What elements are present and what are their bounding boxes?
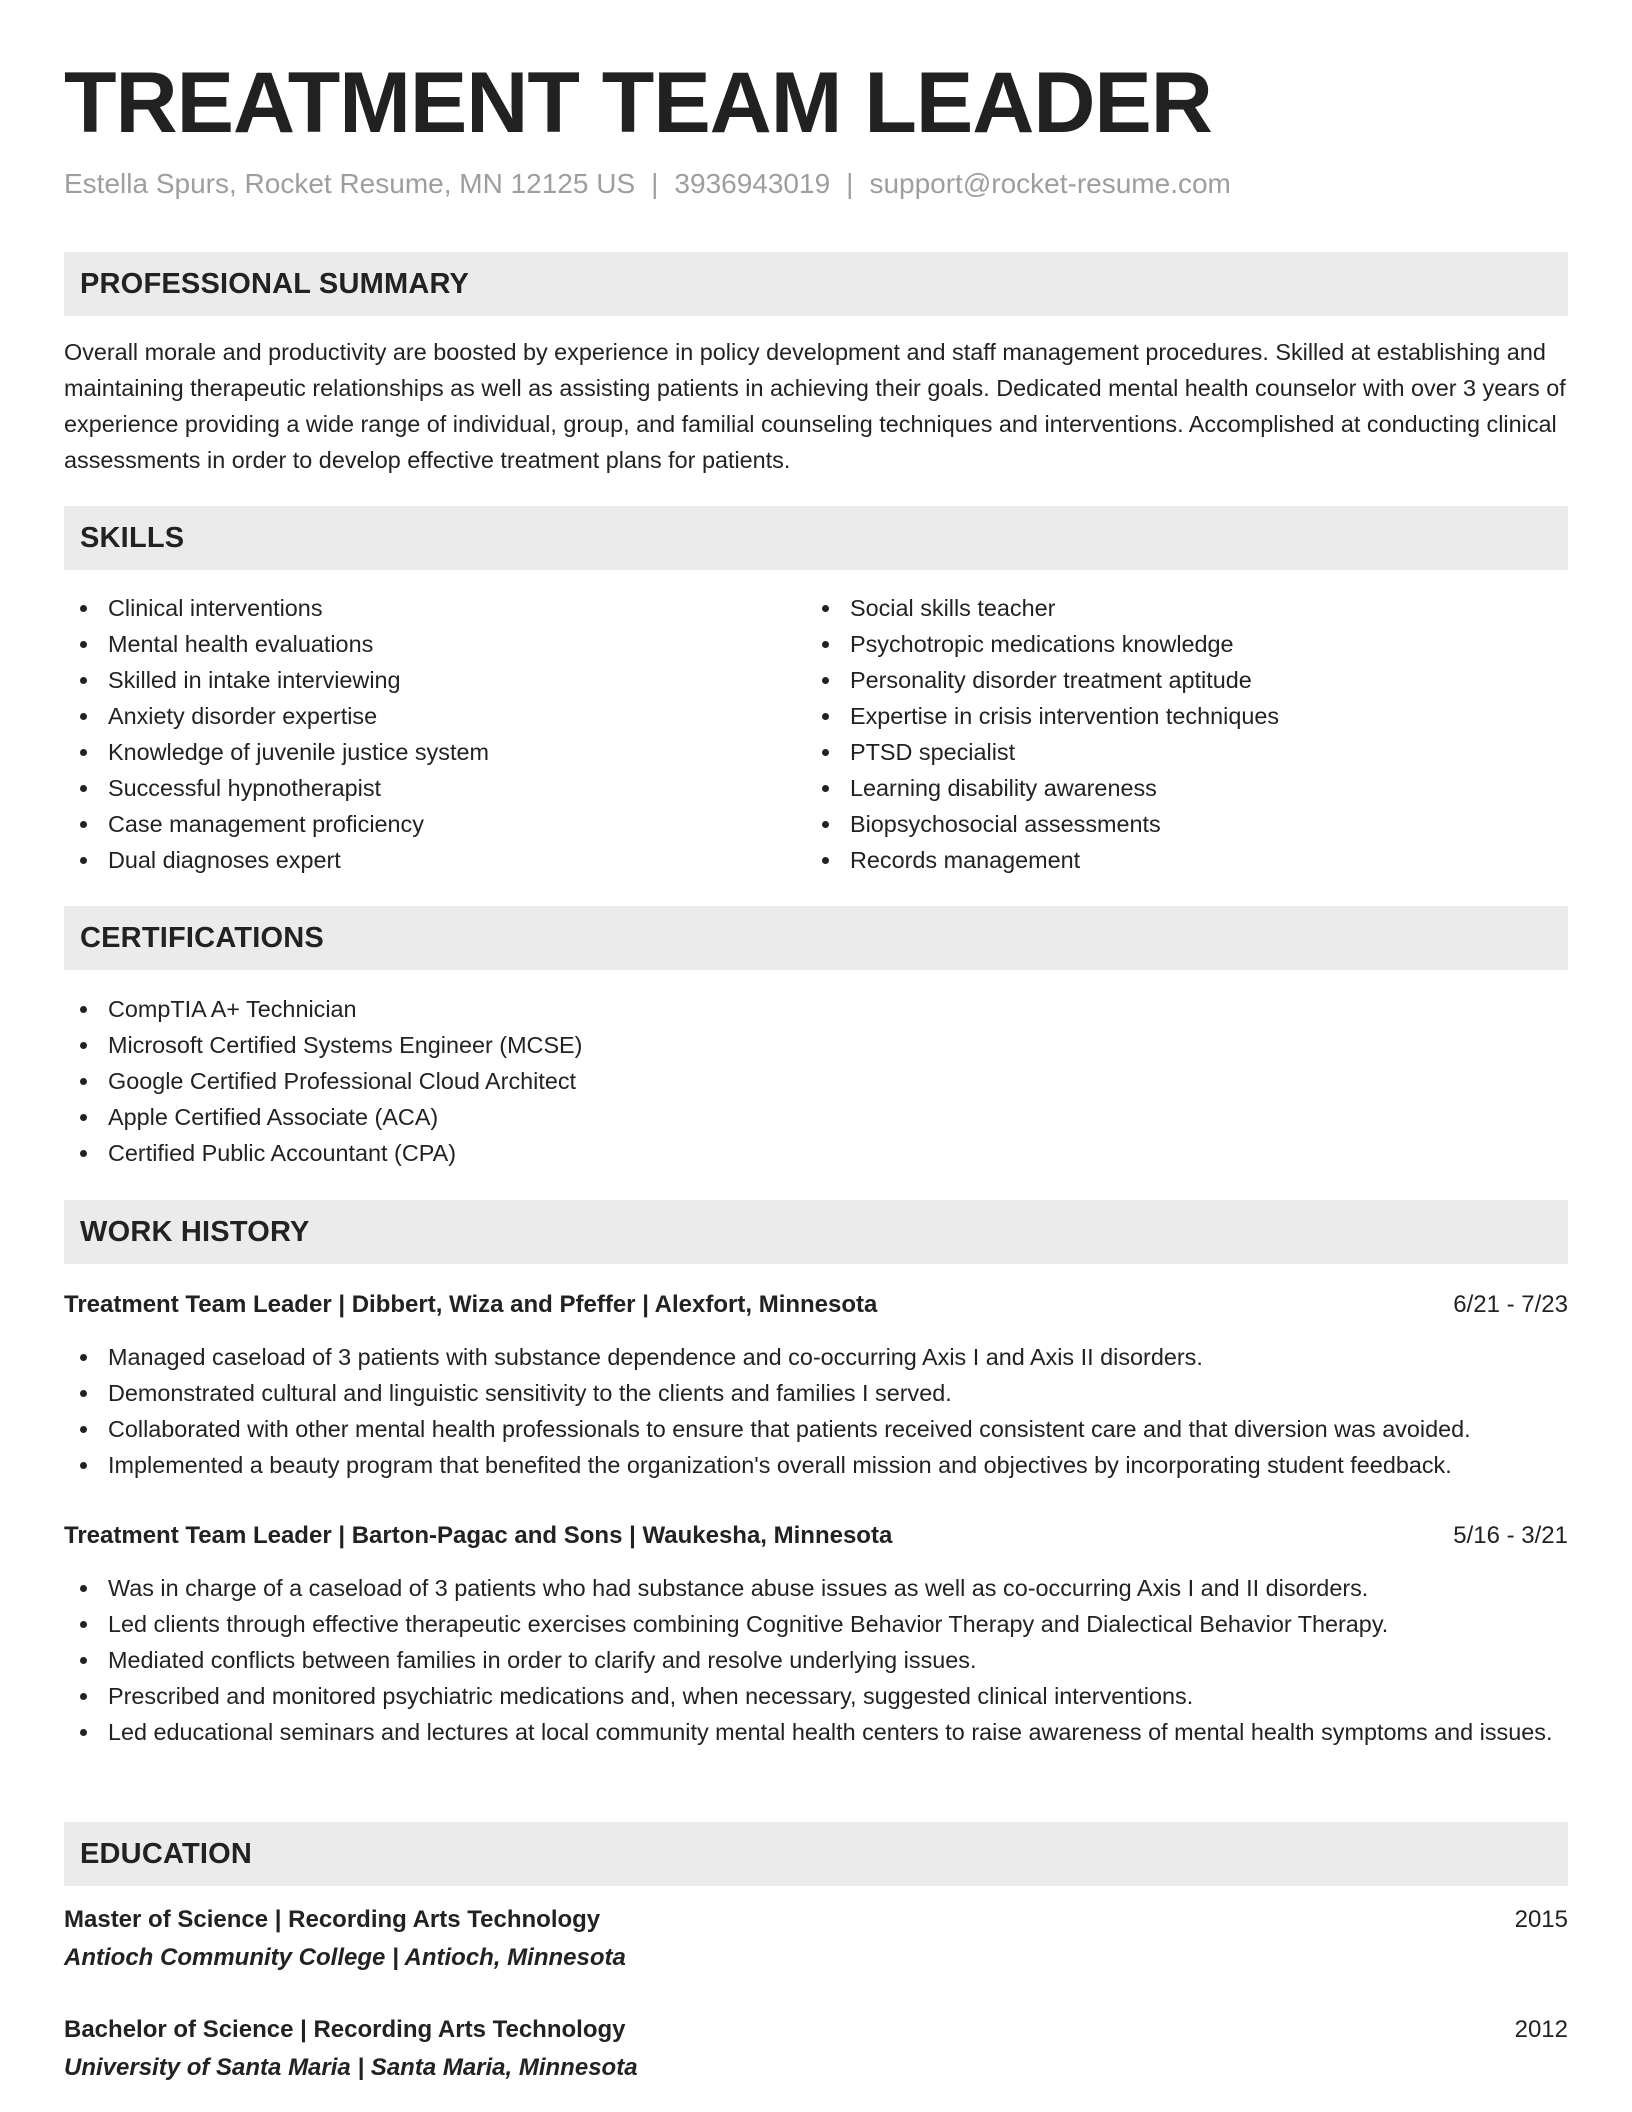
education-heading-bar xyxy=(64,1822,1568,1886)
contact-line xyxy=(64,166,1231,202)
summary-text: Overall morale and productivity are boosted by experience in policy development and staff management procedures. Skilled at establishing and maintaining therapeutic relationships as well as assisting patients in achieving their goals. Dedicated mental health counselor with over 3 years of experience providing a wide range of individual, group, and familial counseling techniques and interventions. Accomplished at conducting clinical assessments in order to develop effective treatment plans for patients. xyxy=(64,339,1566,473)
education-school: Antioch Community College | Antioch, Minnesota xyxy=(64,1944,626,1971)
contact-email[interactable]: support@rocket-resume.com xyxy=(869,168,1231,199)
job-bullet: Collaborated with other mental health professionals to ensure that patients received consistent care and that diversion was avoided. xyxy=(64,1411,1568,1447)
job-header xyxy=(64,1287,1568,1323)
job-bullets xyxy=(64,1570,1568,1750)
contact-separator: | xyxy=(651,168,659,199)
job-bullet: Prescribed and monitored psychiatric medications and, when necessary, suggested clinical interventions. xyxy=(64,1678,1568,1714)
skill-item: PTSD specialist xyxy=(806,734,1546,770)
skill-item: Case management proficiency xyxy=(64,806,804,842)
certifications-heading: CERTIFICATIONS xyxy=(80,921,324,954)
education-degree: Master of Science | Recording Arts Technology xyxy=(64,1906,601,1933)
certification-item: Apple Certified Associate (ACA) xyxy=(64,1099,1568,1135)
education-school: University of Santa Maria | Santa Maria, Minnesota xyxy=(64,2054,638,2081)
job-bullet: Mediated conflicts between families in order to clarify and resolve underlying issues. xyxy=(64,1642,1568,1678)
skill-item: Social skills teacher xyxy=(806,590,1546,626)
education-entry-header xyxy=(64,2012,1568,2048)
contact-separator: | xyxy=(846,168,854,199)
certification-item: CompTIA A+ Technician xyxy=(64,991,1568,1027)
skill-item: Clinical interventions xyxy=(64,590,804,626)
contact-phone[interactable]: 3936943019 xyxy=(674,168,831,199)
job-header xyxy=(64,1518,1568,1554)
skill-item: Dual diagnoses expert xyxy=(64,842,804,878)
job-bullets xyxy=(64,1339,1568,1483)
job-bullet: Was in charge of a caseload of 3 patients who had substance abuse issues as well as co-occurring Axis I and II disorders. xyxy=(64,1570,1568,1606)
skills-heading-bar xyxy=(64,506,1568,570)
job-dates: 5/16 - 3/21 xyxy=(1453,1522,1568,1549)
education-entry-header xyxy=(64,1902,1568,1938)
resume-title: TREATMENT TEAM LEADER xyxy=(64,55,1212,151)
skill-item: Biopsychosocial assessments xyxy=(806,806,1546,842)
job-bullet: Led clients through effective therapeutic exercises combining Cognitive Behavior Therapy and Dialectical Behavior Therapy. xyxy=(64,1606,1568,1642)
job-title: Treatment Team Leader | Dibbert, Wiza and Pfeffer | Alexfort, Minnesota xyxy=(64,1291,878,1318)
skill-item: Knowledge of juvenile justice system xyxy=(64,734,804,770)
education-degree: Bachelor of Science | Recording Arts Technology xyxy=(64,2016,626,2043)
skill-item: Psychotropic medications knowledge xyxy=(806,626,1546,662)
job-dates: 6/21 - 7/23 xyxy=(1453,1291,1568,1318)
contact-address: Estella Spurs, Rocket Resume, MN 12125 US xyxy=(64,168,636,199)
certification-item: Certified Public Accountant (CPA) xyxy=(64,1135,1568,1171)
skill-item: Expertise in crisis intervention techniques xyxy=(806,698,1546,734)
skills-list-left xyxy=(64,590,804,878)
certification-item: Google Certified Professional Cloud Architect xyxy=(64,1063,1568,1099)
skills-heading: SKILLS xyxy=(80,521,185,554)
work-heading-bar xyxy=(64,1200,1568,1264)
education-year: 2012 xyxy=(1514,2016,1568,2043)
skill-item: Anxiety disorder expertise xyxy=(64,698,804,734)
certification-item: Microsoft Certified Systems Engineer (MCSE) xyxy=(64,1027,1568,1063)
skill-item: Mental health evaluations xyxy=(64,626,804,662)
education-heading: EDUCATION xyxy=(80,1837,253,1870)
skill-item: Skilled in intake interviewing xyxy=(64,662,804,698)
certifications-list xyxy=(64,991,1568,1171)
summary-heading: PROFESSIONAL SUMMARY xyxy=(80,267,470,300)
job-bullet: Managed caseload of 3 patients with substance dependence and co-occurring Axis I and Axis II disorders. xyxy=(64,1339,1568,1375)
skill-item: Records management xyxy=(806,842,1546,878)
work-heading: WORK HISTORY xyxy=(80,1215,310,1248)
job-bullet: Demonstrated cultural and linguistic sensitivity to the clients and families I served. xyxy=(64,1375,1568,1411)
skill-item: Personality disorder treatment aptitude xyxy=(806,662,1546,698)
skills-list-right xyxy=(806,590,1546,878)
skill-item: Successful hypnotherapist xyxy=(64,770,804,806)
job-bullet: Implemented a beauty program that benefited the organization's overall mission and objectives by incorporating student feedback. xyxy=(64,1447,1568,1483)
job-title: Treatment Team Leader | Barton-Pagac and Sons | Waukesha, Minnesota xyxy=(64,1522,893,1549)
education-year: 2015 xyxy=(1514,1906,1568,1933)
summary-heading-bar xyxy=(64,252,1568,316)
skill-item: Learning disability awareness xyxy=(806,770,1546,806)
certifications-heading-bar xyxy=(64,906,1568,970)
job-bullet: Led educational seminars and lectures at local community mental health centers to raise awareness of mental health symptoms and issues. xyxy=(64,1714,1568,1750)
